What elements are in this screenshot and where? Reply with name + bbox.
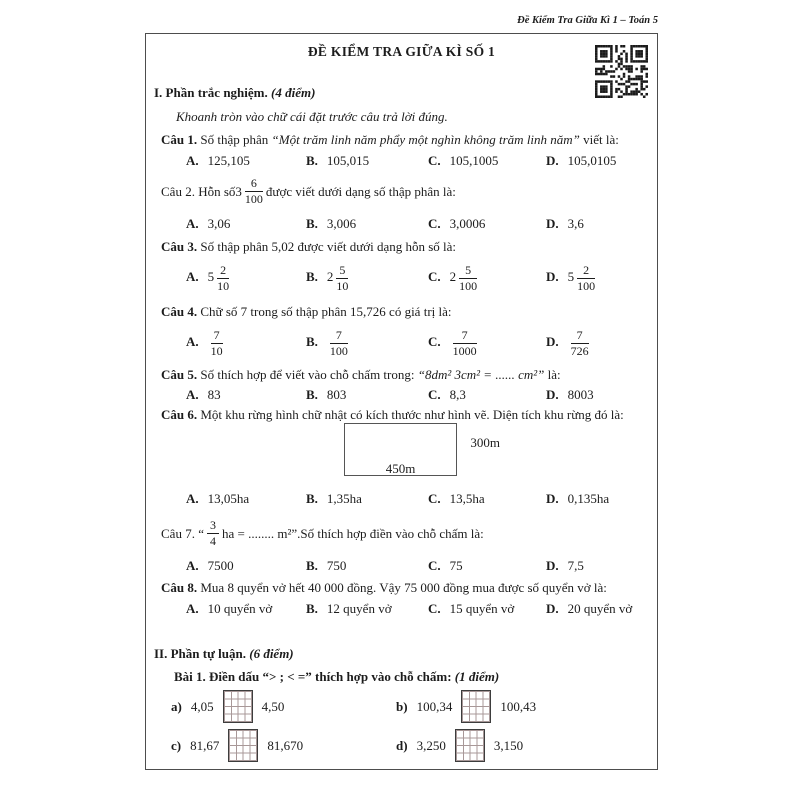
option-letter: D.: [546, 558, 559, 573]
question-5-stem: Số thích hợp để viết vào chỗ chấm trong:: [200, 367, 418, 382]
option-2c: [428, 215, 546, 232]
fraction-denominator: 1000: [452, 343, 477, 358]
question-2: [161, 171, 657, 211]
question-2-label: Câu 2.: [161, 183, 195, 199]
question-1-quote: “Một trăm linh năm phẩy một nghìn không trăm linh năm”: [271, 132, 580, 147]
compare-item-d: [396, 728, 657, 763]
exercise-1: [174, 668, 657, 685]
option-value: 3,06: [207, 216, 231, 231]
exercise-1-label: Bài 1.: [174, 669, 206, 684]
option-letter: B.: [306, 601, 318, 616]
section1-heading-text: I. Phần trắc nghiệm.: [154, 85, 268, 100]
option-5c: [428, 386, 546, 403]
option-5d: [546, 386, 657, 403]
question-7: [161, 513, 657, 553]
option-letter: A.: [186, 153, 199, 168]
mixed-number-whole: 2: [449, 268, 457, 284]
option-value: 3,0006: [449, 216, 486, 231]
fraction: [577, 264, 595, 292]
question-6-stem: Một khu rừng hình chữ nhật có kích thước như hình vẽ. Diện tích khu rừng đó là:: [200, 407, 624, 422]
option-3d: [546, 264, 657, 292]
option-letter: C.: [428, 387, 441, 402]
option-value: 0,135ha: [567, 491, 610, 506]
option-1c: [428, 152, 546, 169]
option-1d: [546, 152, 657, 169]
mixed-number-whole: 5: [207, 268, 215, 284]
qr-code-icon: [595, 45, 648, 98]
question-5-quote: “8dm² 3cm² = ...... cm²”: [417, 367, 545, 382]
option-2a: [186, 215, 306, 232]
option-value: 7500: [207, 558, 234, 573]
option-2b: [306, 215, 428, 232]
fraction-denominator: 4: [209, 533, 216, 548]
page-header: Đề Kiểm Tra Giữa Kì 1 – Toán 5: [517, 15, 658, 26]
item-label: a): [171, 699, 182, 714]
option-1a: [186, 152, 306, 169]
question-3-options: [186, 257, 657, 299]
fraction: [211, 329, 223, 357]
question-7-stem-end: Số thích hợp điền vào chỗ chấm là:: [300, 525, 484, 541]
compare-item-c: [171, 728, 396, 763]
question-8-stem: Mua 8 quyển vở hết 40 000 đồng. Vậy 75 000 đồng mua được số quyển vở là:: [200, 580, 607, 595]
fraction-numerator: 2: [577, 264, 595, 279]
option-letter: B.: [306, 153, 318, 168]
option-letter: D.: [546, 268, 559, 284]
item-label: b): [396, 699, 408, 714]
option-value: 13,05ha: [207, 491, 250, 506]
option-letter: C.: [428, 153, 441, 168]
option-3c: [428, 264, 546, 292]
option-6b: [306, 490, 428, 507]
question-3-stem: Số thập phân 5,02 được viết dưới dạng hỗn số là:: [200, 239, 457, 254]
option-value: 8003: [567, 387, 594, 402]
option-letter: C.: [428, 268, 441, 284]
answer-box[interactable]: [455, 729, 485, 762]
fraction-denominator: 100: [459, 278, 478, 293]
option-8d: [546, 600, 657, 617]
option-letter: D.: [546, 333, 559, 349]
fraction: [330, 329, 348, 357]
option-value: 750: [326, 558, 347, 573]
question-6: [161, 406, 657, 423]
section1-instruction: Khoanh tròn vào chữ cái đặt trước câu trả lời đúng.: [176, 109, 448, 124]
question-1-stem: Số thập phân: [200, 132, 272, 147]
fraction-numerator: 2: [217, 264, 229, 279]
question-7-options: [186, 557, 657, 574]
option-7b: [306, 557, 428, 574]
question-4-options: [186, 322, 657, 364]
fraction-numerator: 7: [571, 329, 589, 344]
option-letter: C.: [428, 601, 441, 616]
fraction: [336, 264, 348, 292]
fraction-denominator: 10: [210, 343, 223, 358]
question-3: [161, 238, 657, 255]
exam-title: ĐỀ KIỂM TRA GIỮA KÌ SỐ 1: [307, 44, 496, 59]
mixed-number-whole: 2: [326, 268, 334, 284]
option-6a: [186, 490, 306, 507]
question-7-quote-rest: ha = ........ m²”.: [221, 525, 301, 541]
exercise-1-row-1: [171, 689, 657, 724]
option-3b: [306, 264, 428, 292]
item-right-value: 100,43: [500, 699, 537, 714]
option-letter: B.: [306, 491, 318, 506]
option-value: 3,006: [326, 216, 357, 231]
question-3-label: Câu 3.: [161, 239, 198, 254]
option-6c: [428, 490, 546, 507]
option-letter: A.: [186, 216, 199, 231]
question-1: [161, 131, 657, 148]
section2-heading: [154, 645, 657, 662]
fraction-denominator: 100: [244, 191, 263, 206]
question-2-stem: Hỗn số: [198, 183, 236, 199]
question-5: [161, 366, 657, 383]
option-value: 105,015: [326, 153, 370, 168]
fraction-numerator: 5: [459, 264, 477, 279]
item-right-value: 3,150: [493, 738, 524, 753]
option-value: 15 quyển vở: [449, 601, 515, 616]
option-value: 105,1005: [449, 153, 499, 168]
option-letter: B.: [306, 558, 318, 573]
question-1-label: Câu 1.: [161, 132, 198, 147]
option-5b: [306, 386, 428, 403]
answer-box[interactable]: [228, 729, 258, 762]
option-letter: A.: [186, 558, 199, 573]
figure-width-label: 450m: [385, 461, 416, 476]
exercise-1-points: (1 điểm): [454, 669, 500, 684]
option-value: 8,3: [449, 387, 466, 402]
exercise-1-text: Điền dấu “> ; < =” thích hợp vào chỗ chấm:: [205, 669, 455, 684]
question-6-label: Câu 6.: [161, 407, 198, 422]
fraction-denominator: 726: [570, 343, 589, 358]
option-value: 20 quyển vở: [567, 601, 633, 616]
section2-points: (6 điểm): [249, 646, 294, 661]
fraction-denominator: 10: [336, 278, 349, 293]
option-value: 75: [449, 558, 463, 573]
option-value: 10 quyển vở: [207, 601, 273, 616]
question-4: [161, 303, 657, 320]
question-5-label: Câu 5.: [161, 367, 198, 382]
option-2d: [546, 215, 657, 232]
item-left-value: 81,67: [190, 738, 220, 753]
option-letter: C.: [428, 558, 441, 573]
item-left-value: 4,05: [190, 699, 214, 714]
exam-sheet: [145, 33, 658, 770]
fraction-denominator: 10: [217, 278, 230, 293]
option-value: 13,5ha: [449, 491, 485, 506]
fraction-denominator: 100: [329, 343, 348, 358]
figure-height-label: 300m: [470, 435, 500, 450]
option-7a: [186, 557, 306, 574]
question-8-label: Câu 8.: [161, 580, 198, 595]
option-letter: D.: [546, 387, 559, 402]
question-2-stem-end: được viết dưới dạng số thập phân là:: [265, 183, 456, 199]
section2-heading-text: II. Phần tự luận.: [154, 646, 246, 661]
mixed-number-whole: 5: [567, 268, 575, 284]
option-3a: [186, 264, 306, 292]
option-8c: [428, 600, 546, 617]
option-4a: [186, 329, 306, 357]
item-right-value: 81,670: [267, 738, 304, 753]
item-left-value: 100,34: [416, 699, 453, 714]
fraction: [571, 329, 589, 357]
option-value: 125,105: [207, 153, 250, 168]
option-letter: C.: [428, 491, 441, 506]
option-1b: [306, 152, 428, 169]
question-1-stem-end: viết là:: [579, 132, 619, 147]
option-4d: [546, 329, 657, 357]
question-8-options: [186, 600, 657, 617]
fraction: [453, 329, 477, 357]
question-1-options: [186, 152, 657, 169]
option-letter: A.: [186, 601, 199, 616]
option-letter: B.: [306, 268, 318, 284]
fraction: [207, 519, 219, 547]
question-4-label: Câu 4.: [161, 304, 198, 319]
option-letter: A.: [186, 387, 199, 402]
question-5-options: [186, 386, 657, 403]
option-4c: [428, 329, 546, 357]
fraction-numerator: 7: [211, 329, 223, 344]
option-letter: D.: [546, 601, 559, 616]
item-label: d): [396, 738, 408, 753]
option-value: 105,0105: [567, 153, 617, 168]
option-letter: D.: [546, 216, 559, 231]
mixed-number-whole: 3: [235, 183, 242, 199]
option-letter: A.: [186, 491, 199, 506]
option-letter: B.: [306, 387, 318, 402]
question-7-label: Câu 7.: [161, 525, 195, 541]
option-letter: C.: [428, 333, 441, 349]
question-6-options: [186, 490, 657, 507]
fraction: [245, 177, 263, 205]
item-right-value: 4,50: [261, 699, 285, 714]
option-letter: A.: [186, 333, 199, 349]
compare-item-b: [396, 689, 657, 724]
option-value: 7,5: [567, 558, 584, 573]
fraction-numerator: 7: [453, 329, 477, 344]
rectangle-figure: [344, 423, 500, 476]
option-value: 3,6: [567, 216, 584, 231]
question-8: [161, 579, 657, 596]
fraction-denominator: 100: [577, 278, 596, 293]
option-value: 803: [326, 387, 347, 402]
fraction-numerator: 3: [207, 519, 219, 534]
option-7c: [428, 557, 546, 574]
question-5-stem-end: là:: [544, 367, 561, 382]
fraction-numerator: 6: [245, 177, 263, 192]
fraction: [217, 264, 229, 292]
section1-points: (4 điểm): [271, 85, 316, 100]
question-2-options: [186, 215, 657, 232]
option-letter: D.: [546, 491, 559, 506]
compare-item-a: [171, 689, 396, 724]
question-7-quote-open: “: [198, 525, 204, 541]
fraction: [459, 264, 477, 292]
option-letter: B.: [306, 216, 318, 231]
option-letter: A.: [186, 268, 199, 284]
exercise-1-row-2: [171, 728, 657, 763]
option-8a: [186, 600, 306, 617]
answer-box[interactable]: [223, 690, 253, 723]
answer-box[interactable]: [461, 690, 491, 723]
section1-heading: [154, 84, 657, 101]
item-left-value: 3,250: [416, 738, 446, 753]
option-7d: [546, 557, 657, 574]
option-6d: [546, 490, 657, 507]
fraction-numerator: 5: [336, 264, 348, 279]
option-value: 1,35ha: [326, 491, 362, 506]
option-value: 83: [207, 387, 221, 402]
option-4b: [306, 329, 428, 357]
option-value: 12 quyển vở: [326, 601, 392, 616]
option-letter: C.: [428, 216, 441, 231]
option-letter: D.: [546, 153, 559, 168]
fraction-numerator: 7: [330, 329, 348, 344]
option-letter: B.: [306, 333, 318, 349]
question-4-stem: Chữ số 7 trong số thập phân 15,726 có giá trị là:: [200, 304, 452, 319]
option-8b: [306, 600, 428, 617]
option-5a: [186, 386, 306, 403]
item-label: c): [171, 738, 182, 753]
